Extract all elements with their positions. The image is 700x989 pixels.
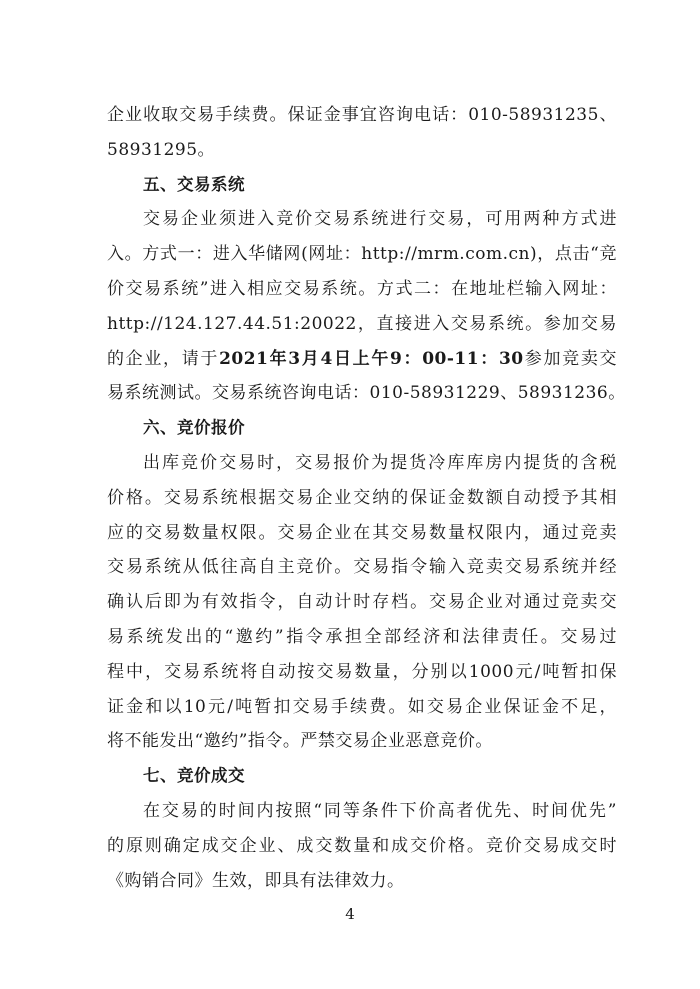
text-line: 《购销合同》生效，即具有法律效力。: [107, 870, 405, 891]
text-line: 易系统发出的“邀约”指令承担全部经济和法律责任。交易过: [107, 626, 617, 647]
section-heading: 六、竞价报价: [143, 418, 245, 438]
section-heading: 七、竞价成交: [143, 766, 245, 786]
text-line: 将不能发出“邀约”指令。严禁交易企业恶意竞价。: [107, 731, 493, 752]
test-datetime: 2021年3月4日上午9：00-11：30: [219, 348, 524, 369]
text-line: 入。方式一：进入华储网(网址：http://mrm.com.cn)，点击“竞: [107, 244, 617, 265]
text-line: 价交易系统”进入相应交易系统。方式二：在地址栏输入网址：: [107, 278, 617, 299]
text-line: 出库竞价交易时，交易报价为提货冷库库房内提货的含税: [143, 452, 617, 473]
text-line: 交易系统从低往高自主竞价。交易指令输入竞卖交易系统并经: [107, 557, 617, 578]
text-line: 价格。交易系统根据交易企业交纳的保证金数额自动授予其相: [107, 487, 617, 508]
section-heading: 五、交易系统: [143, 174, 245, 194]
text-span: 参加竞卖交: [523, 348, 618, 369]
text-line: 程中，交易系统将自动按交易数量，分别以1000元/吨暂扣保: [107, 661, 617, 682]
text-span: 的企业，请于: [107, 348, 220, 369]
text-line: 交易企业须进入竞价交易系统进行交易，可用两种方式进: [143, 209, 617, 230]
text-line: 的原则确定成交企业、成交数量和成交价格。竞价交易成交时: [107, 835, 617, 856]
body-text: [107, 98, 626, 898]
text-line: 应的交易数量权限。交易企业在其交易数量权限内，通过竞卖: [107, 522, 617, 543]
text-line: 58931295。: [107, 139, 216, 160]
page-number: 4: [345, 905, 355, 923]
text-line: 在交易的时间内按照“同等条件下价高者优先、时间优先”: [143, 800, 617, 821]
text-line: 证金和以10元/吨暂扣交易手续费。如交易企业保证金不足，: [107, 696, 617, 717]
text-line: http://124.127.44.51:20022，直接进入交易系统。参加交易: [107, 313, 617, 334]
text-line: 确认后即为有效指令，自动计时存档。交易企业对通过竞卖交: [107, 592, 617, 613]
text-line: [107, 342, 617, 377]
text-line: 易系统测试。交易系统咨询电话：010-58931229、58931236。: [107, 383, 626, 404]
text-line: 企业收取交易手续费。保证金事宜咨询电话：010-58931235、: [107, 105, 617, 125]
